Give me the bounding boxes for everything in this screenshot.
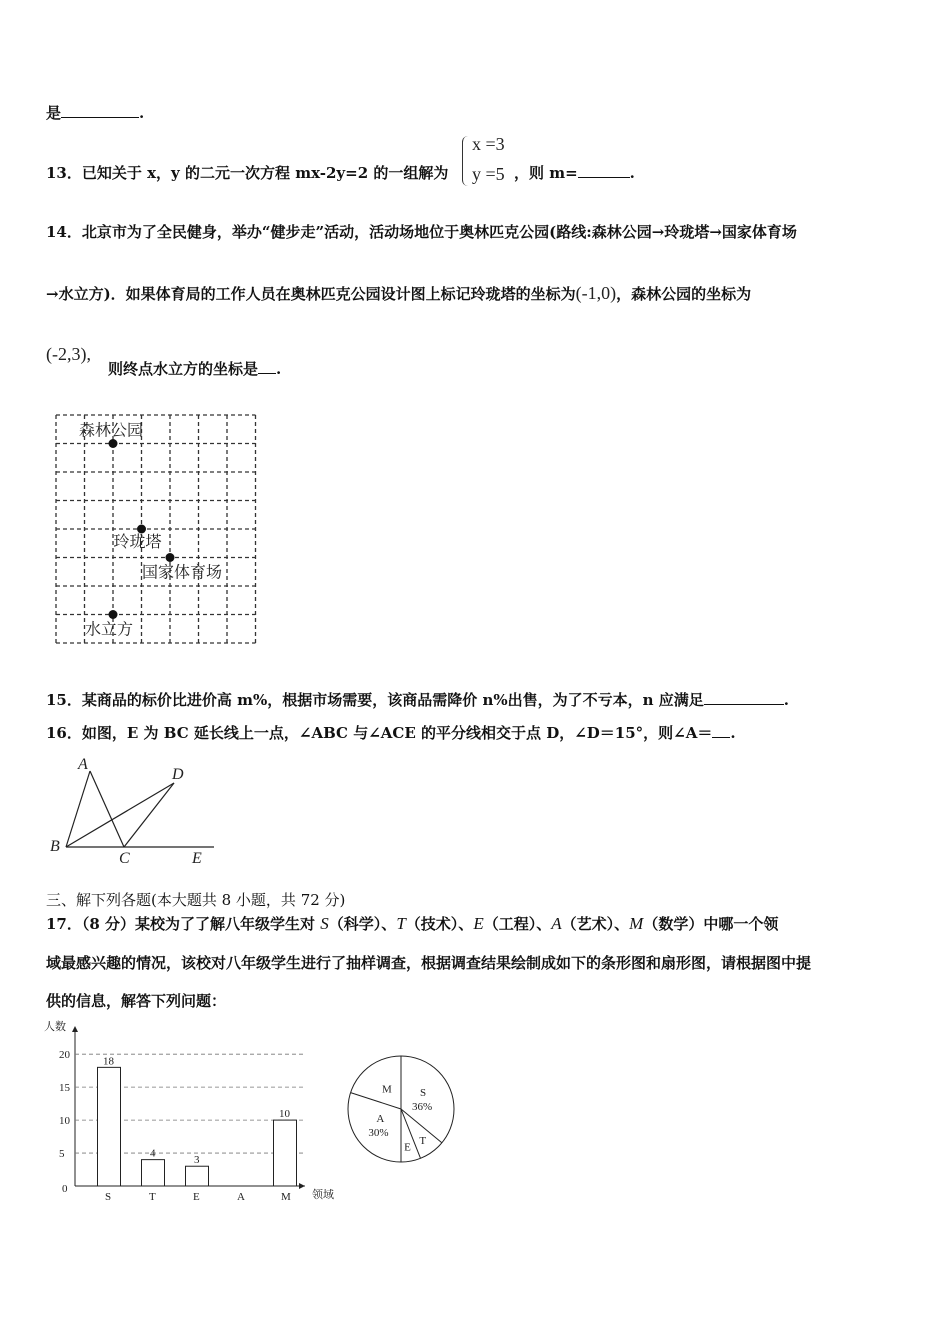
map-point-label: 水立方 — [85, 619, 134, 639]
map-point-dot — [166, 553, 175, 562]
coordinate-lingluta: (-1,0) — [575, 283, 617, 303]
q13-end: . — [629, 164, 635, 182]
x-tick-label: A — [237, 1191, 245, 1203]
top-line — [46, 102, 144, 123]
bar — [186, 1166, 209, 1186]
map-point-label: 森林公园 — [79, 420, 144, 440]
answer-blank[interactable] — [712, 723, 730, 738]
question-16 — [46, 722, 736, 743]
y-tick-label: 5 — [59, 1148, 65, 1161]
bar-origin-label: 0 — [62, 1183, 68, 1195]
bar — [274, 1120, 297, 1186]
pie-slice-label: S — [420, 1087, 427, 1100]
sep: 、 — [381, 915, 397, 933]
equation-y: y =5 — [472, 164, 505, 184]
x-tick-label: T — [149, 1191, 156, 1203]
bar-value-label: 10 — [279, 1108, 290, 1121]
answer-blank[interactable] — [704, 690, 784, 705]
y-tick-label: 15 — [59, 1082, 70, 1095]
map-point-label: 玲珑塔 — [113, 532, 162, 551]
bar-chart — [40, 1016, 345, 1206]
bar-value-label: 4 — [150, 1147, 156, 1160]
x-tick-label: M — [281, 1191, 291, 1203]
answer-blank[interactable] — [258, 359, 276, 374]
question-17-line-2: 域最感兴趣的情况，该校对八年级学生进行了抽样调查，根据调查结果绘制成如下的条形图和扇形图，请根据图中提 — [46, 954, 812, 972]
field-m-letter: M — [629, 914, 644, 933]
pie-slice-label: E — [404, 1141, 411, 1154]
q14-line3: 则终点水立方的坐标是 — [108, 360, 259, 378]
question-15 — [46, 689, 789, 710]
coordinate-forest-park: (-2,3), — [46, 344, 91, 364]
question-14-line-3 — [46, 344, 91, 365]
top-line-text: 是 — [46, 104, 62, 122]
sep: 、 — [536, 915, 552, 933]
bar-ylabel: 人数 — [44, 1020, 66, 1033]
label-c: C — [119, 850, 130, 867]
equation-x: x =3 — [472, 134, 505, 154]
q16-text: 16．如图，E 为 BC 延长线上一点，∠ABC 与∠ACE 的平分线相交于点 D，∠D＝15°，则∠A＝ — [46, 724, 713, 742]
equation-system — [462, 134, 522, 190]
map-point-dot — [109, 439, 118, 448]
field-a-name: （艺术） — [561, 915, 615, 933]
y-tick-label: 20 — [59, 1049, 70, 1062]
brace — [462, 136, 469, 186]
field-s-name: （科学） — [328, 915, 382, 933]
section-title: 三、解下列各题(本大题共 8 小题，共 72 分) — [46, 891, 346, 909]
question-14-line-3b — [108, 358, 281, 379]
y-tick-label: 10 — [59, 1115, 70, 1128]
q15-text: 15．某商品的标价比进价高 m%，根据市场需要，该商品需降价 n%出售，为了不亏本，n 应满足 — [46, 691, 704, 709]
label-e: E — [192, 850, 202, 867]
pie-slice-percent: 36% — [412, 1101, 433, 1114]
q14-line2-b: ，森林公园的坐标为 — [616, 285, 752, 303]
map-point-dot — [109, 610, 118, 619]
q13-suffix: ，则 m= — [514, 164, 578, 182]
question-17-line-1 — [46, 913, 778, 934]
bar — [98, 1067, 121, 1186]
bar — [142, 1160, 165, 1186]
q15-end: . — [783, 691, 789, 709]
field-s-letter: S — [320, 914, 329, 933]
question-13 — [46, 162, 448, 183]
park-map — [46, 410, 266, 650]
field-t-letter: T — [396, 914, 406, 933]
answer-blank[interactable] — [61, 103, 139, 118]
bar-value-label: 3 — [194, 1154, 200, 1167]
map-grid — [56, 415, 256, 643]
label-d: D — [172, 766, 184, 783]
top-line-end: . — [139, 104, 145, 122]
q13-prefix: 13．已知关于 x，y 的二元一次方程 mx-2y=2 的一组解为 — [46, 164, 449, 182]
x-axis-arrow — [299, 1183, 305, 1189]
x-tick-label: S — [105, 1191, 112, 1203]
q14-line2-a: →水立方)．如果体育局的工作人员在奥林匹克公园设计图上标记玲珑塔的坐标为 — [46, 285, 576, 303]
y-axis-arrow — [72, 1026, 78, 1032]
label-a: A — [78, 756, 88, 773]
field-t-name: （技术） — [405, 915, 459, 933]
answer-blank[interactable] — [578, 163, 630, 178]
question-14-line-2 — [46, 283, 751, 304]
pie-chart — [344, 1052, 459, 1167]
q17-line1-suffix: 中哪一个领 — [703, 915, 779, 933]
bar-xlabel: 领域 — [312, 1188, 334, 1201]
segment-ac — [90, 771, 124, 847]
field-e-name: （工程） — [483, 915, 537, 933]
field-e-letter: E — [473, 914, 484, 933]
pie-slice-label: A — [376, 1112, 385, 1125]
pie-slice-percent: 30% — [368, 1126, 389, 1139]
q16-end: . — [730, 724, 736, 742]
x-tick-label: E — [193, 1191, 200, 1203]
map-point-label: 国家体育场 — [142, 562, 223, 582]
q17-prefix: 17．（8 分）某校为了了解八年级学生对 — [46, 915, 316, 933]
sep: 、 — [458, 915, 474, 933]
field-m-name: （数学） — [643, 915, 704, 933]
question-17-line-3: 供的信息，解答下列问题： — [46, 992, 227, 1010]
segment-cd — [124, 783, 174, 847]
pie-slice-label: T — [419, 1134, 427, 1147]
q14-end: . — [276, 360, 282, 378]
sep: 、 — [614, 915, 630, 933]
bar-value-label: 18 — [103, 1055, 114, 1068]
field-a-letter: A — [551, 914, 562, 933]
q13-suffix-line — [514, 162, 635, 183]
triangle-figure — [46, 755, 226, 870]
label-b: B — [50, 838, 60, 855]
question-14-line-1: 14．北京市为了全民健身，举办“健步走”活动，活动场地位于奥林匹克公园(路线:森林公园→玲珑塔→国家体育场 — [46, 223, 797, 241]
pie-slice-label: M — [382, 1083, 392, 1096]
